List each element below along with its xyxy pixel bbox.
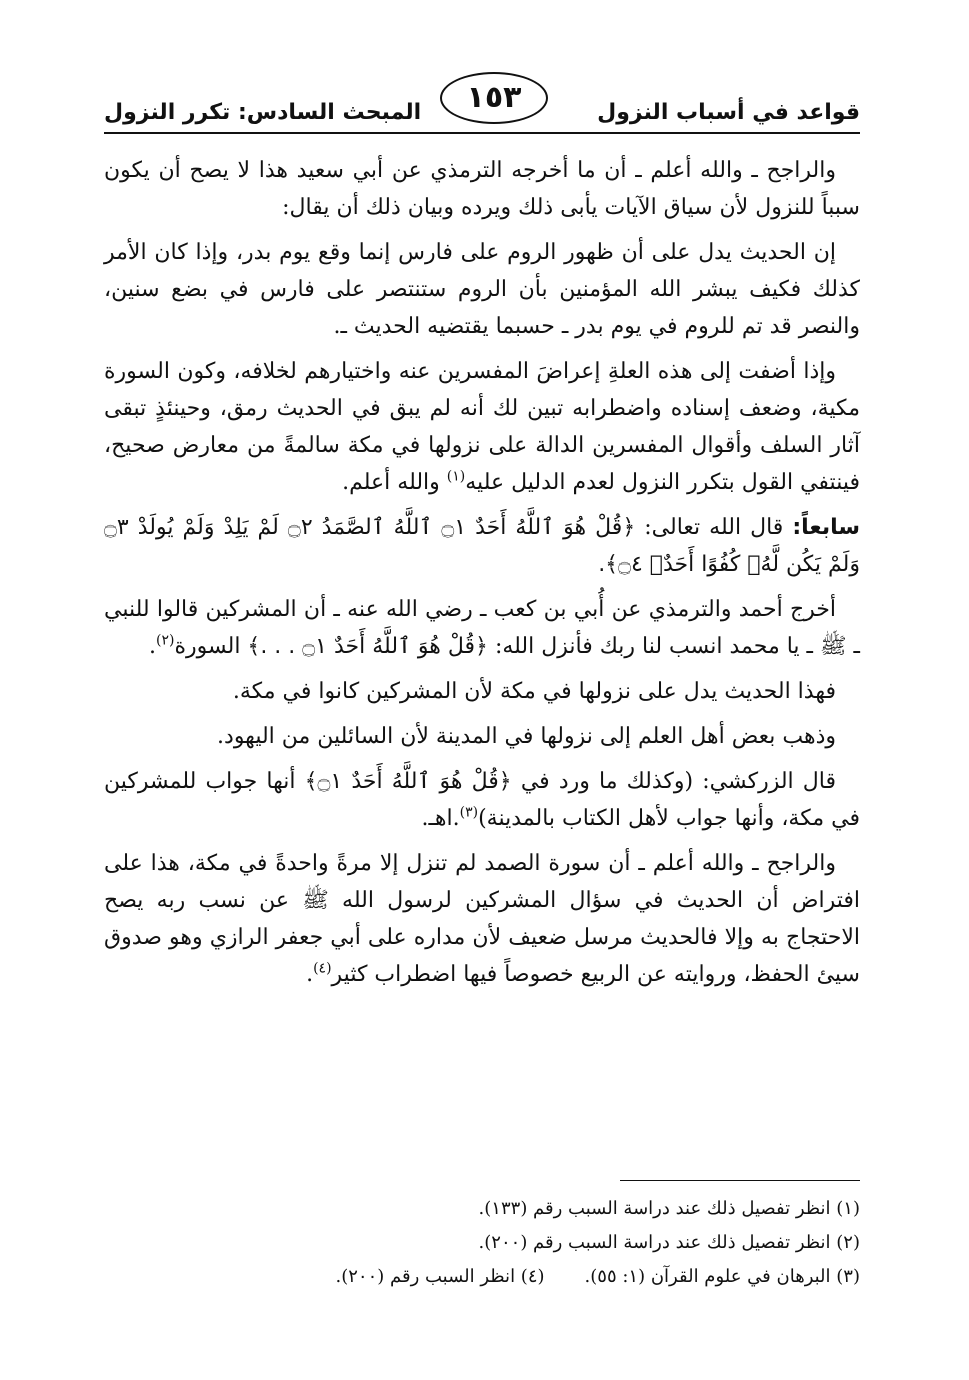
paragraph-4 (104, 509, 860, 583)
quran-verse-ikhlas: ﴿قُلْ هُوَ ٱللَّهُ أَحَدٌ ۝١ ٱللَّهُ ٱلصَّمَدُ ۝٢ لَمْ يَلِدْ وَلَمْ يُولَدْ ۝٣ وَلَمْ يَكُن لَّهُۥ كُفُوًا أَحَدٌۢ ۝٤﴾. (104, 515, 860, 577)
footnote-ref-2: (٢) (156, 632, 175, 649)
paragraph-5-end: . (149, 634, 156, 659)
paragraph-5-text: أخرج أحمد والترمذي عن أُبي بن كعب ـ رضي الله عنه ـ أن المشركين قالوا للنبي ـ ﷺ ـ يا محمد انسب لنا ربك فأنزل الله: (104, 597, 860, 659)
paragraph-7: وذهب بعض أهل العلم إلى نزولها في المدينة لأن السائلين من اليهود. (217, 724, 836, 749)
quran-verse-quote-1: ﴿قُلْ هُوَ ٱللَّهُ أَحَدٌ ۝١ . . .﴾ (247, 634, 488, 659)
paragraph-8-mid: أنها جواب للمشركين في مكة، وأنها جواب لأهل الكتاب بالمدينة) (104, 769, 860, 831)
paragraph-2: إن الحديث يدل على أن ظهور الروم على فارس إنما وقع يوم بدر، وإذا كان الأمر كذلك فكيف يبشر الله المؤمنين بأن الروم ستنتصر على فارس في بضع سنين، والنصر قد تم للروم في يوم بدر ـ حسبما يقتضيه الحديث ـ. (104, 240, 860, 339)
paragraph-8 (104, 763, 860, 837)
paragraph-5-surah: السورة (174, 634, 248, 659)
paragraph-6: فهذا الحديث يدل على نزولها في مكة لأن المشركين كانوا في مكة. (232, 679, 836, 704)
book-title: قواعد في أسباب النزول (597, 100, 860, 125)
paragraph-5 (104, 591, 860, 665)
footnote-4: (٤) انظر السبب رقم (٢٠٠). (335, 1266, 545, 1287)
footnote-ref-4: (٤) (313, 960, 332, 977)
header-divider (104, 132, 860, 134)
paragraph-9-end: . (306, 962, 314, 987)
paragraph-9 (104, 845, 860, 993)
section-title: المبحث السادس: تكرر النزول (104, 100, 422, 125)
footnote-divider (620, 1180, 860, 1181)
page-body (104, 152, 860, 1001)
paragraph-1: والراجح ـ والله أعلم ـ أن ما أخرجه الترمذي عن أبي سعيد هذا لا يصح أن يكون سبباً للنزول لأن سياق الآيات يأبى ذلك ويرده وبيان ذلك أن يقال: (104, 158, 860, 220)
quran-verse-quote-2: ﴿قُلْ هُوَ ٱللَّهُ أَحَدٌ ۝١﴾ (304, 769, 512, 794)
footnote-row-3-4 (104, 1260, 860, 1294)
paragraph-3-end: والله أعلم. (342, 470, 447, 495)
paragraph-3-text: وإذا أضفت إلى هذه العلةِ إعراضَ المفسرين عنه واختيارهم لخلافه، وكون السورة مكية، وضعف إسناده واضطرابه تبين لك أنه لم يبق في الحديث رمق، وحينئذٍ تبقى آثار السلف وأقوال المفسرين الدالة على نزولها في مكة سالمةً من معارض صحيح، فينتفي القول بتكرر النزول لعدم الدليل عليه (104, 359, 860, 495)
section-lead-seventh: سابعاً: (792, 515, 860, 540)
footnote-1: (١) انظر تفصيل ذلك عند دراسة السبب رقم (١٣٣). (478, 1198, 860, 1219)
footnote-ref-1: (١) (446, 468, 466, 485)
footnote-3: (٣) البرهان في علوم القرآن (١: ٥٥). (584, 1266, 860, 1287)
footnote-ref-3: (٣) (459, 804, 479, 821)
paragraph-9-text: والراجح ـ والله أعلم ـ أن سورة الصمد لم تنزل إلا مرةً واحدةً في مكة، هذا على افتراض أن الحديث في سؤال المشركين لرسول الله ﷺ عن نسب ربه يصح الاحتجاج به وإلا فالحديث مرسل ضعيف لأن مداره على أبي جعفر الرازي وهو صدوق سيئ الحفظ، وروايته عن الربيع خصوصاً فيها اضطراب كثير (104, 851, 860, 987)
page-header (104, 62, 860, 132)
paragraph-3 (104, 353, 860, 501)
paragraph-4-intro: قال الله تعالى: (635, 515, 793, 540)
page-number: ١٥٣ (440, 72, 548, 124)
paragraph-8-end: .اهـ. (421, 806, 460, 831)
footnotes (104, 1192, 860, 1294)
footnote-2: (٢) انظر تفصيل ذلك عند دراسة السبب رقم (٢٠٠). (478, 1232, 860, 1253)
paragraph-8-text: قال الزركشي: (وكذلك ما ورد في (511, 769, 836, 794)
